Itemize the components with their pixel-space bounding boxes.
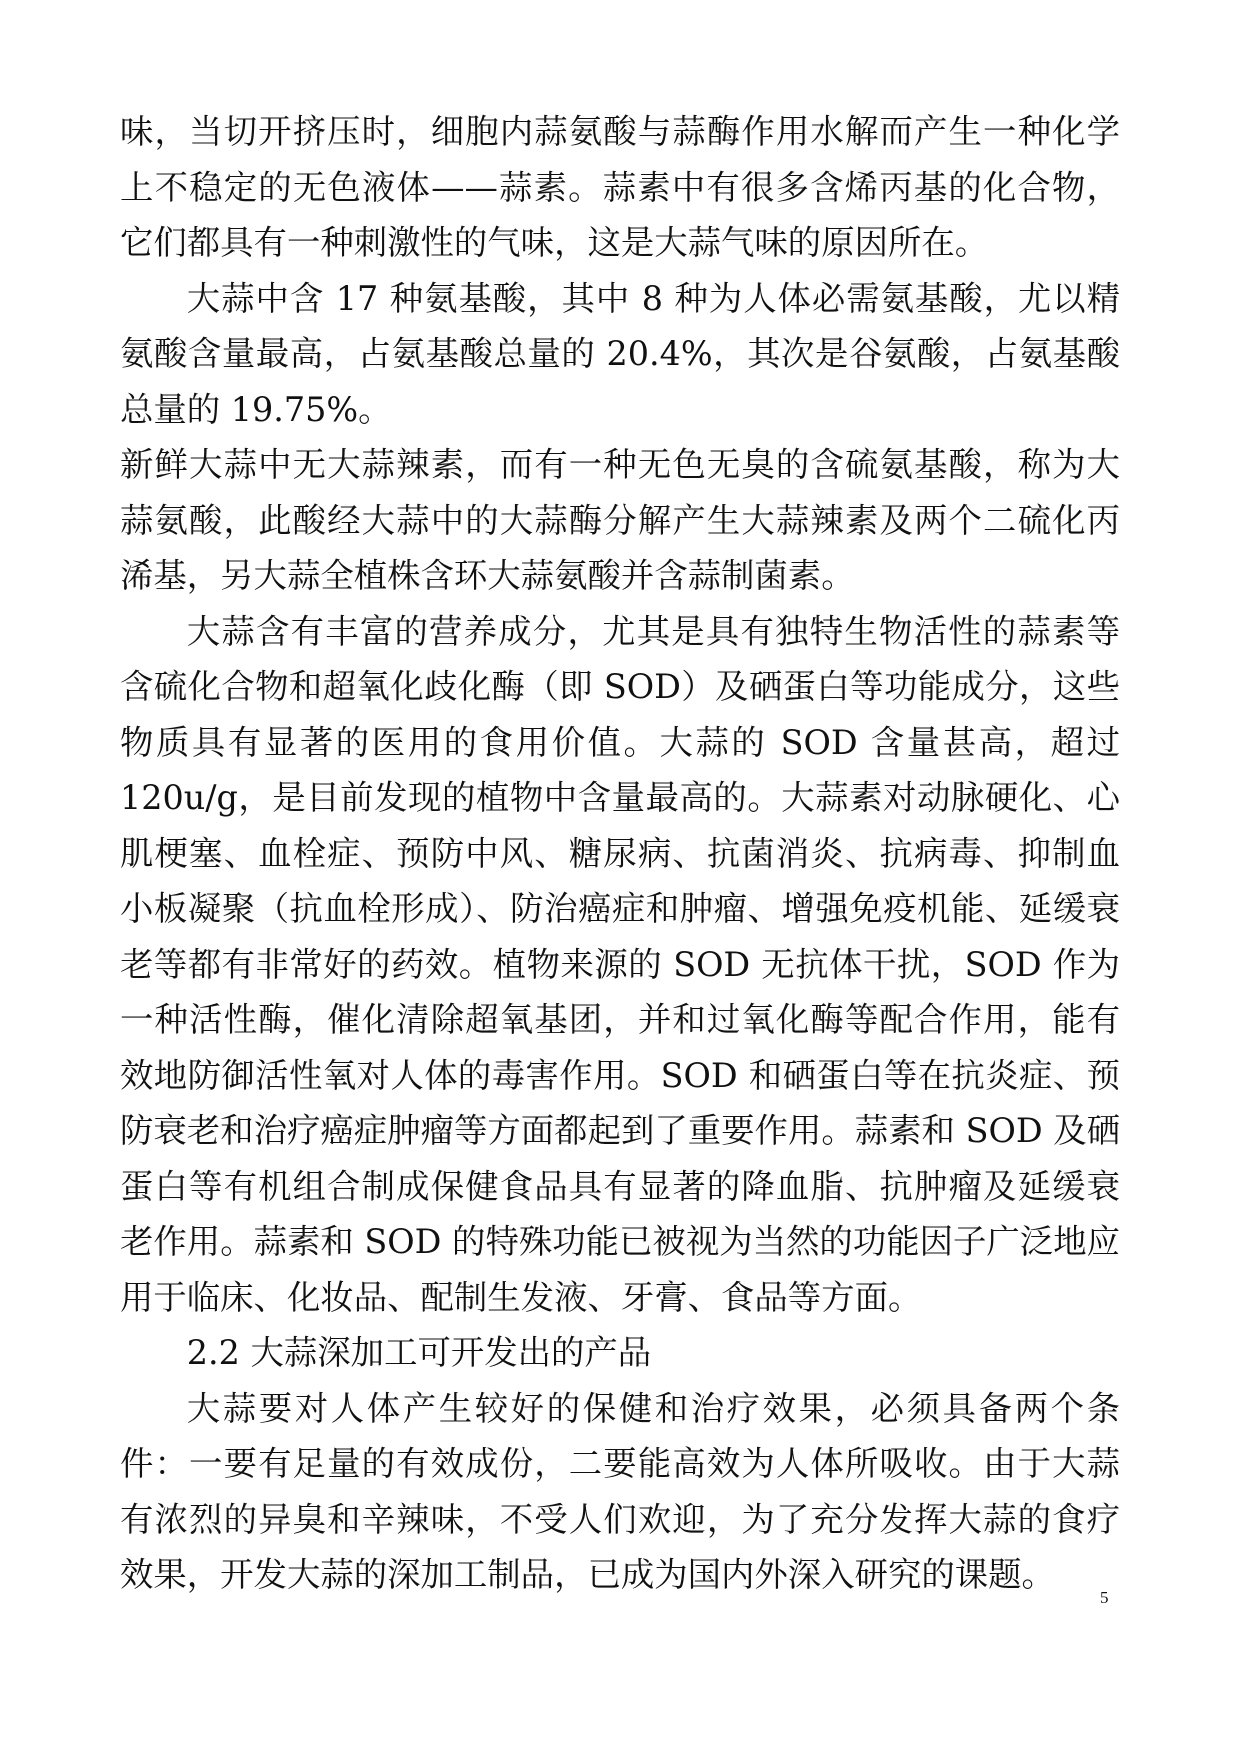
page-number: 5 [1100,1588,1109,1607]
paragraph-alliin: 新鲜大蒜中无大蒜辣素，而有一种无色无臭的含硫氨基酸，称为大蒜氨酸，此酸经大蒜中的大蒜酶分解产生大蒜辣素及两个二硫化丙浠基，另大蒜全植株含环大蒜氨酸并含蒜制菌素。 [120,445,1120,595]
paragraph-amino-acids: 大蒜中含 17 种氨基酸，其中 8 种为人体必需氨基酸，尤以精氨酸含量最高，占氨基酸总量的 20.4%，其次是谷氨酸，占氨基酸总量的 19.75%。 [120,278,1120,429]
body-text [120,104,1120,1603]
paragraph-continuation: 味，当切开挤压时，细胞内蒜氨酸与蒜酶作用水解而产生一种化学上不稳定的无色液体——蒜素。蒜素中有很多含烯丙基的化合物，它们都具有一种刺激性的气味，这是大蒜气味的原因所在。 [120,112,1120,262]
section-heading: 2.2 大蒜深加工可开发出的产品 [186,1333,652,1372]
paragraph-sod: 大蒜含有丰富的营养成分，尤其是具有独特生物活性的蒜素等含硫化合物和超氧化歧化酶（即 SOD）及硒蛋白等功能成分，这些物质具有显著的医用的食用价值。大蒜的 SOD 含量甚高，超过 120u/g，是目前发现的植物中含量最高的。大蒜素对动脉硬化、心肌梗塞、血栓症、预防中风、糖尿病、抗菌消炎、抗病毒、抑制血小板凝聚（抗血栓形成）、防治癌症和肿瘤、增强免疫机能、延缓衰老等都有非常好的药效。植物来源的 SOD 无抗体干扰，SOD 作为一种活性酶，催化清除超氧基团，并和过氧化酶等配合作用，能有效地防御活性氧对人体的毒害作用。SOD 和硒蛋白等在抗炎症、预防衰老和治疗癌症肿瘤等方面都起到了重要作用。蒜素和 SOD 及硒蛋白等有机组合制成保健食品具有显著的降血脂、抗肿瘤及延缓衰老作用。蒜素和 SOD 的特殊功能已被视为当然的功能因子广泛地应用于临床、化妆品、配制生发液、牙膏、食品等方面。 [120,611,1120,1317]
paragraph-deep-processing: 大蒜要对人体产生较好的保健和治疗效果，必须具备两个条件：一要有足量的有效成份，二要能高效为人体所吸收。由于大蒜有浓烈的异臭和辛辣味，不受人们欢迎，为了充分发挥大蒜的食疗效果，开发大蒜的深加工制品，已成为国内外深入研究的课题。 [120,1388,1120,1594]
